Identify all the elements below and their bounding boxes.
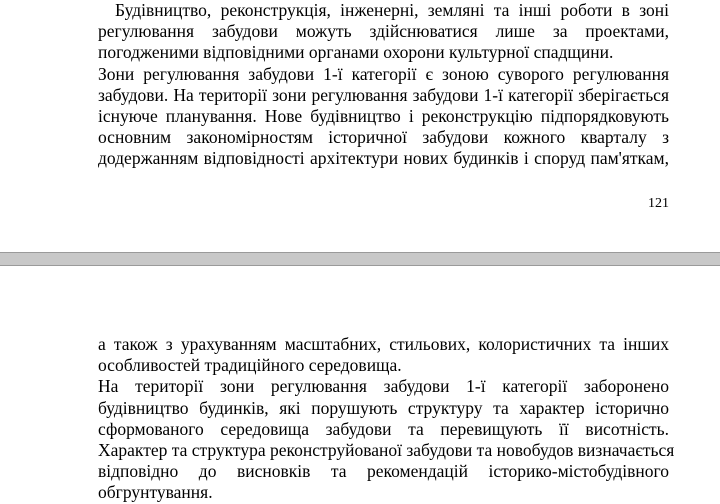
text-line: а також з урахуванням масштабних, стильових, колористичних та інших: [98, 334, 669, 354]
paragraph-block-top: [98, 0, 669, 170]
text-line: Характер та структура реконструйованої забудови та новобудов визначається: [98, 439, 675, 460]
page-separator: [0, 252, 720, 266]
text-line: додержанням відповідності архітектури нових будинків і споруд пам'яткам,: [98, 148, 669, 169]
text-line: основним закономірностям історичної забудови кожного кварталу з: [98, 127, 669, 148]
text-line: Зони регулювання забудови 1-ї категорії є зоною суворого регулювання: [98, 63, 669, 84]
text-line: Будівництво, реконструкція, інженерні, земляні та інші роботи в зоні: [115, 0, 669, 20]
text-line: обгрунтування.: [98, 482, 213, 503]
text-line: сформованого середовища забудови та перевищують її висотність.: [98, 418, 669, 439]
text-line: особливостей традиційного середовища.: [98, 355, 402, 376]
text-line: погодженими відповідними органами охорони культурної спадщини.: [98, 42, 614, 63]
document-page-bottom: [0, 266, 720, 503]
text-line: відповідно до висновків та рекомендацій історико-містобудівного: [98, 461, 669, 482]
text-line: існуюче планування. Нове будівництво і реконструкцію підпорядковують: [98, 105, 669, 126]
page-number: 121: [648, 196, 669, 211]
paragraph-block-bottom: [98, 334, 675, 504]
text-line: На території зони регулювання забудови 1-ї категорії заборонено: [98, 376, 669, 397]
text-line: будівництво будинків, які порушують структуру та характер історично: [98, 397, 669, 418]
text-line: регулювання забудови можуть здійснюватися лише за проектами,: [98, 21, 669, 42]
text-line: забудови. На території зони регулювання забудови 1-ї категорії зберігається: [98, 84, 669, 105]
